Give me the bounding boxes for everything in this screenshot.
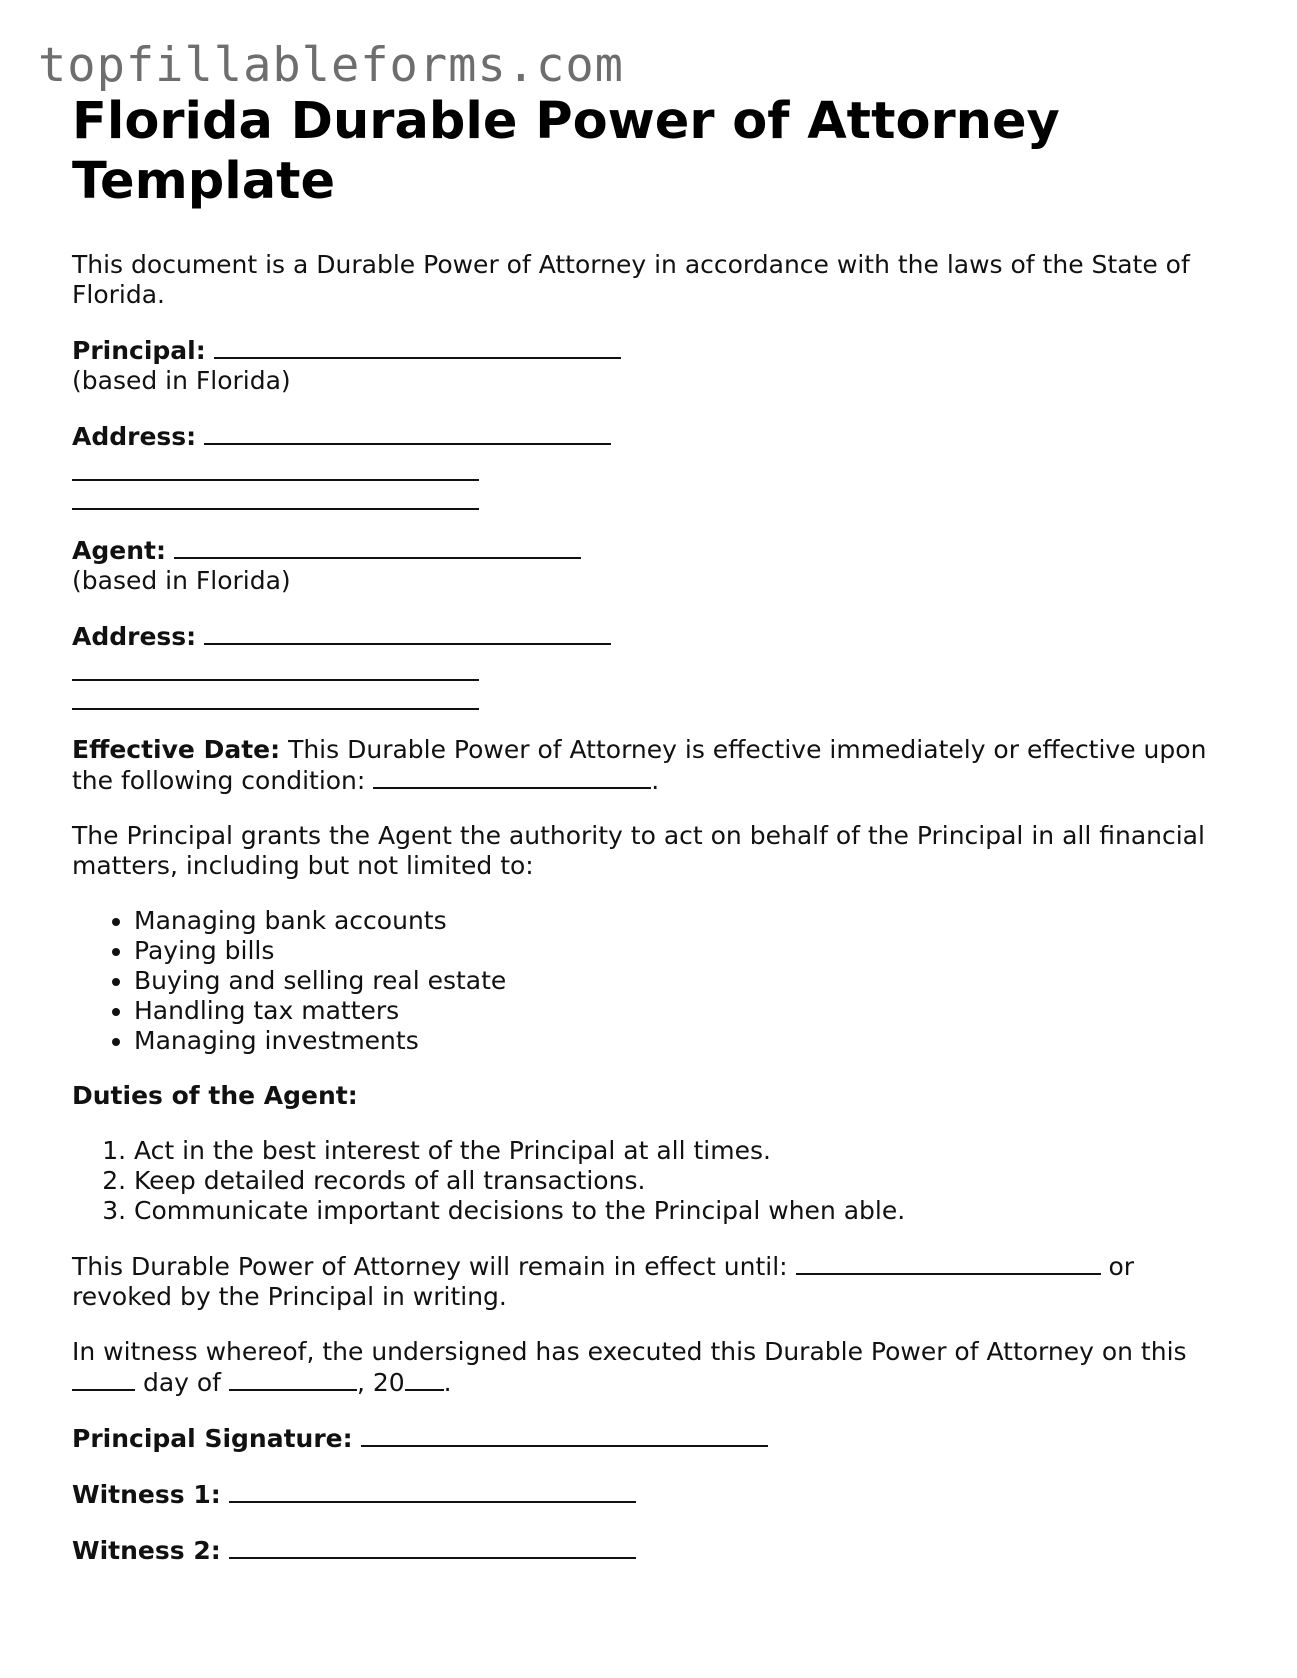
principal-note: (based in Florida) [72,366,291,395]
principal-signature-label: Principal Signature: [72,1424,353,1453]
witness-2-line [72,1535,1242,1566]
authority-paragraph: The Principal grants the Agent the authority to act on behalf of the Principal in all financial matters, including but not limited to: [72,821,1205,880]
list-item: 2. Keep detailed records of all transactions. [134,1166,1242,1196]
agent-address-line-2[interactable] [72,652,479,681]
principal-address-line-3[interactable] [72,481,479,510]
list-item: • Buying and selling real estate [134,966,1242,996]
witness-1-blank[interactable] [229,1479,636,1503]
agent-address-label: Address: [72,622,197,651]
witness-clause-end: . [443,1368,452,1397]
duties-heading: Duties of the Agent: [72,1081,358,1110]
witness-2-label: Witness 2: [72,1536,221,1565]
witness-1-label: Witness 1: [72,1480,221,1509]
list-item: • Managing investments [134,1026,1242,1056]
authority-list [72,906,1242,1056]
effective-date-text: This Durable Power of Attorney is effective immediately or effective upon the following condition: [72,735,1207,795]
duration-text-before: This Durable Power of Attorney will remain in effect until: [72,1252,788,1281]
witness-clause-text: In witness whereof, the undersigned has executed this Durable Power of Attorney on this [72,1337,1187,1366]
effective-date-paragraph [72,735,1242,796]
list-item: • Managing bank accounts [134,906,1242,936]
effective-date-end: . [651,766,660,795]
list-item: 3. Communicate important decisions to the Principal when able. [134,1196,1242,1226]
page-title: Florida Durable Power of Attorney Template [72,92,1060,211]
principal-field [72,335,1242,396]
year-blank[interactable] [405,1367,444,1391]
witness-clause [72,1337,1242,1398]
agent-field [72,535,1242,596]
effective-condition-blank[interactable] [373,765,651,789]
witness-2-blank[interactable] [229,1535,636,1559]
agent-label: Agent: [72,536,166,565]
duties-list [72,1136,1242,1226]
principal-signature-line [72,1423,1242,1454]
principal-address-label: Address: [72,422,197,451]
principal-address-line-2[interactable] [72,452,479,481]
principal-address-line-1[interactable] [204,421,611,445]
principal-signature-blank[interactable] [361,1423,768,1447]
agent-address-field [72,621,1242,710]
list-item: • Paying bills [134,936,1242,966]
intro-text: This document is a Durable Power of Attorney in accordance with the laws of the State of Florida. [72,250,1190,309]
witness-clause-year-prefix: , 20 [356,1368,405,1397]
document-page [72,92,1242,1566]
agent-note: (based in Florida) [72,566,291,595]
witness-clause-day-of: day of [142,1368,221,1397]
principal-address-field [72,421,1242,510]
agent-name-blank[interactable] [174,535,581,559]
list-item: • Handling tax matters [134,996,1242,1026]
duration-until-blank[interactable] [796,1251,1101,1275]
agent-address-line-1[interactable] [204,621,611,645]
witness-1-line [72,1479,1242,1510]
day-blank[interactable] [72,1367,135,1391]
watermark: topfillableforms.com [38,38,624,93]
agent-address-line-3[interactable] [72,681,479,710]
principal-name-blank[interactable] [214,335,621,359]
effective-date-label: Effective Date: [72,735,281,764]
duration-paragraph [72,1251,1242,1312]
month-blank[interactable] [229,1367,357,1391]
list-item: 1. Act in the best interest of the Principal at all times. [134,1136,1242,1166]
duration-text-after: or revoked by the Principal in writing. [72,1252,1135,1311]
principal-label: Principal: [72,336,206,365]
